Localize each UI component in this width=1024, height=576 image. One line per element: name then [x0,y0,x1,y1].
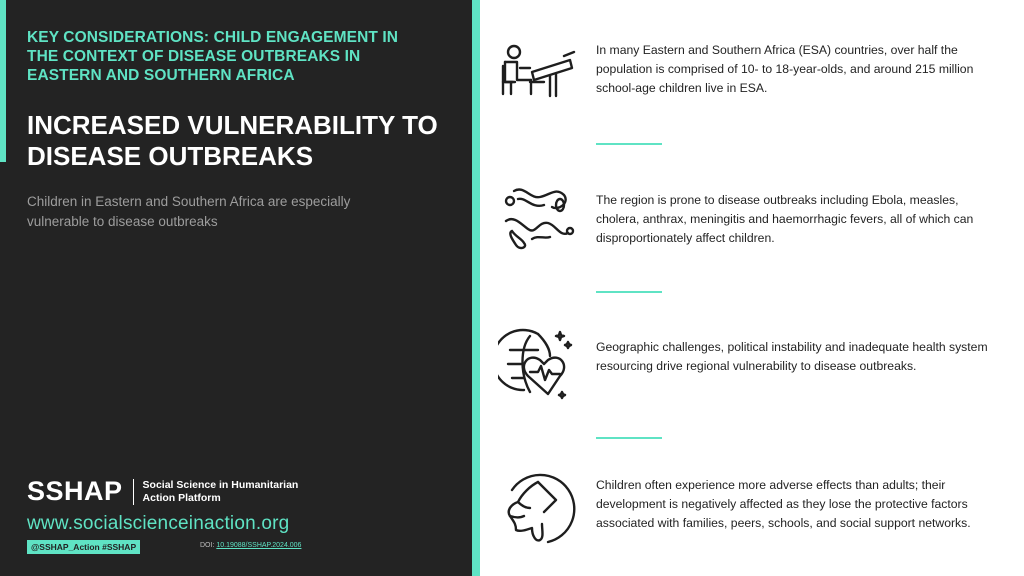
thumbs-down-icon [498,472,578,552]
page-title: INCREASED VULNERABILITY TO DISEASE OUTBREAKS [27,110,438,171]
separator-line [596,291,662,293]
website-link[interactable]: www.socialscienceinaction.org [27,513,290,534]
separator-line [596,143,662,145]
separator-line [596,437,662,439]
intro-text: Children in Eastern and Southern Africa are especially vulnerable to disease outbreaks [27,194,351,229]
accent-stripe [0,0,6,162]
brand-name: Social Science in Humanitarian Action Platform [142,479,299,504]
doi-reference [200,542,301,549]
doi-link[interactable]: 10.19088/SSHAP.2024.006 [216,542,302,549]
doi-label: DOI: [200,542,217,549]
kicker-heading: KEY CONSIDERATIONS: CHILD ENGAGEMENT IN THE CONTEXT OF DISEASE OUTBREAKS IN EASTERN AND SOUTHERN AFRICA [27,29,399,84]
item-text: In many Eastern and Southern Africa (ESA) countries, over half the population is comprised of 10- to 18-year-olds, and around 215 million school-age children live in ESA. [596,43,974,95]
accent-divider-bar [472,0,480,576]
brand-divider [133,479,134,505]
item-text: Geographic challenges, political instability and inadequate health system resourcing drive regional vulnerability to disease outbreaks. [596,340,988,373]
social-handle-badge: @SSHAP_Action #SSHAP [27,540,140,554]
item-text: Children often experience more adverse effects than adults; their development is negatively affected as they lose the protective factors associated with families, peers, schools, and social support networks. [596,478,971,530]
student-at-desk-icon [498,38,578,118]
item-text: The region is prone to disease outbreaks including Ebola, measles, cholera, anthrax, meningitis and haemorrhagic fevers, all of which can disproportionately affect children. [596,193,974,245]
left-panel [0,0,472,576]
brand-logo: SSHAP [27,476,123,506]
microbes-icon [498,181,578,261]
brand-block [27,476,323,507]
considerations-list [498,0,1008,576]
globe-heart-pulse-icon [498,326,578,406]
